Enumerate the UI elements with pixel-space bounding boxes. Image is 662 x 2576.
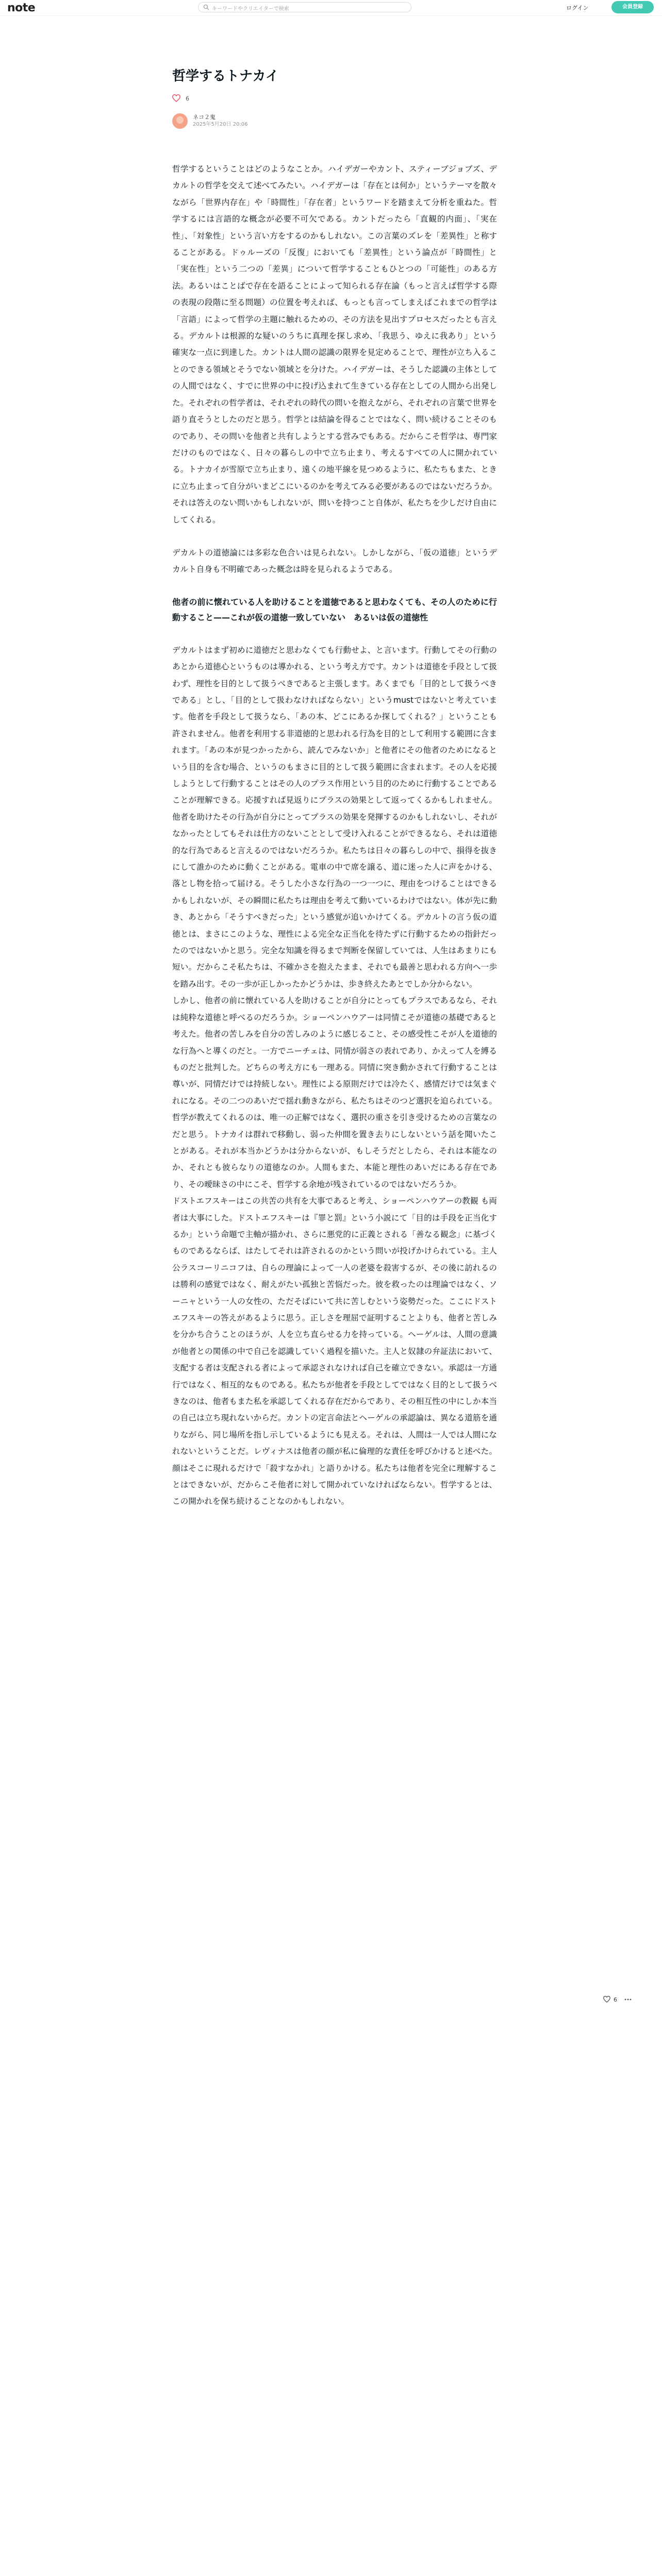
search-icon <box>203 4 209 10</box>
author-block[interactable] <box>172 112 497 130</box>
login-link[interactable]: ログイン <box>566 5 589 11</box>
like-count: 6 <box>186 95 189 102</box>
paragraph: 哲学するということはどのようなことか。ハイデガーやカント、スティーブジョブズ、デカルトの哲学を交えて述べてみたい。ハイデガーは「存在とは何か」というテーマを散々ながら「世界内存在」や「時間性」「存在者」というワードを踏まえて分析を重ねた。哲学するには言語的な概念が必要不可欠である。カントだったら「直観的内面」、「実在性」、「対象性」という言い方をするのかもしれない。この言葉のズレを「差異性」と称することがある。ドゥルーズの「反復」においても「差異性」という論点が「時間性」と「実在性」という二つの「差異」について哲学することもひとつの「可能性」のある方法。あるいはことばで存在を語ることによって知られる存在論（もっと言えば哲学する際の表現の段階に至る問題）の位置を考えれば、もっとも言ってしまえばこれまでの哲学は「言語」によって哲学の主題に触れるための、その方法を見出すプロセスだったとも言える。デカルトは根源的な疑いのうちに真理を探し求め、「我思う、ゆえに我あり」という確実な一点に到達した。カントは人間の認識の限界を見定めることで、理性が立ち入ることのできる領域とそうでない領域とを分けた。ハイデガーは、そうした認識の主体としての人間ではなく、すでに世界の中に投げ込まれて生きている存在としての人間から出発した。それぞれの哲学者は、それぞれの時代の問いを抱えながら、それぞれの言葉で世界を語り直そうとしたのだと思う。哲学とは結論を得ることではなく、問い続けることそのものであり、その問いを他者と共有しようとする営みでもある。だからこそ哲学は、専門家だけのものではなく、日々の暮らしの中で立ち止まり、考えるすべての人に開かれている。トナカイが雪原で立ち止まり、遠くの地平線を見つめるように、私たちもまた、ときに立ち止まって自分がいまどこにいるのかを考えてみる必要があるのではないだろうか。それは答えのない問いかもしれないが、問いを持つこと自体が、私たちを少しだけ自由にしてくれる。 <box>172 164 497 524</box>
heart-icon[interactable] <box>603 1996 610 2003</box>
floating-actions <box>603 1996 632 2003</box>
site-header <box>0 0 662 16</box>
search-placeholder: キーワードやクリエイターで検索 <box>212 6 289 12</box>
more-options-icon[interactable] <box>624 1996 632 2003</box>
article <box>172 67 497 1510</box>
avatar[interactable] <box>172 113 188 129</box>
note-logo[interactable]: note <box>7 2 36 14</box>
article-title: 哲学するトナカイ <box>172 69 279 84</box>
floating-like-count: 6 <box>614 1996 617 2003</box>
article-body <box>172 161 497 1510</box>
paragraph: デカルトはまず初めに道徳だと思わなくても行動せよ、と言います。行動してその行動のあとから道徳心というものは導かれる、という考え方です。カントは道徳を手段として扱わず、理性を目的として扱うべきであると主張します。あくまでも「目的として扱うべきである」とし、「目的として扱わなければならない」というmustではないと考えています。他者を手段として扱うなら、「あの本、どこにあるか探してくれる？」ということも許されません。他者を利用する非道徳的と思われる行為を目的として利用する範囲に含まれます。「あの本が見つかったから、読んでみないか」と他者にその他者のためになるという目的を含む場合、というのもまさに目的として扱う範囲に含まれます。その人を応援しようとして行動することはその人のプラス作用という目的のために行動することであることが理解できる。応援すれば見返りにプラスの効果として返ってくるかもしれません。他者を助けたその行為が自分にとってプラスの効果を発揮するのかもしれないし、それがなかったとしてもそれは仕方のないこととして受け入れることができるなら、それは道徳的な行為であると言えるのではないだろうか。私たちは日々の暮らしの中で、損得を抜きにして誰かのために動くことがある。電車の中で席を譲る、道に迷った人に声をかける、落とし物を拾って届ける。そうした小さな行為の一つ一つに、理由をつけることはできるかもしれないが、その瞬間に私たちは理由を考えて動いているわけではない。体が先に動き、あとから「そうすべきだった」という感覚が追いかけてくる。デカルトの言う仮の道徳とは、まさにこのような、理性による完全な正当化を待たずに行動するための指針だったのではないかと思う。完全な知識を得るまで判断を保留していては、人生はあまりにも短い。だからこそ私たちは、不確かさを抱えたまま、それでも最善と思われる方向へ一歩を踏み出す。その一歩が正しかったかどうかは、歩き終えたあとでしか分からない。 <box>172 645 497 989</box>
author-name[interactable]: ネコ２鬼 <box>193 114 216 121</box>
paragraph: しかし、他者の前に懐れている人を助けることが自分にとってもプラスであるなら、それは純粋な道徳と呼べるのだろうか。ショーペンハウアーは同情こそが道徳の基礎であると考えた。他者の苦しみを自分の苦しみのように感じること、その感受性こそが人を道徳的な行為へと導くのだと。一方でニーチェは、同情が弱さの表れであり、かえって人を縛るものだと批判した。どちらの考え方にも一理ある。同情に突き動かされて行動することは尊いが、同情だけでは持続しない。理性による原則だけでは冷たく、感情だけでは気まぐれになる。その二つのあいだで揺れ動きながら、私たちはそのつど選択を迫られている。哲学が教えてくれるのは、唯一の正解ではなく、選択の重さを引き受けるための言葉なのだと思う。トナカイは群れで移動し、弱った仲間を置き去りにしないという話を聞いたことがある。それが本当かどうかは分からないが、もしそうだとしたら、それは本能なのか、それとも彼らなりの道徳なのか。人間もまた、本能と理性のあいだにある存在であり、その曖昧さの中にこそ、哲学する余地が残されているのではないだろうか。 <box>172 996 497 1189</box>
heart-icon[interactable] <box>172 94 180 103</box>
paragraph: ドストエフスキーはこの共苦の共有を大事であると考え、ショーペンハウアーの教観 も両者は大事にした。ドストエフスキーは『罪と罰』という小説にて「目的は手段を正当化するか」という命題で主軸が描かれ、さらに悪党的に正義とされる「善なる観念」に基づくものであるならば、はたしてそれは許されるのかという問いが投げかけられている。主人公ラスコーリニコフは、自らの理論によって一人の老婆を殺害するが、その後に訪れるのは勝利の感覚ではなく、耐えがたい孤独と苦悩だった。彼を救ったのは理論ではなく、ソーニャという一人の女性の、ただそばにいて共に苦しむという姿勢だった。ここにドストエフスキーの答えがあるように思う。正しさを理屈で証明することよりも、他者と苦しみを分かち合うことのほうが、人を立ち直らせる力を持っている。ヘーゲルは、人間の意識が他者との関係の中で自己を認識していく過程を描いた。主人と奴隷の弁証法において、支配する者は支配される者によって承認されなければ自己を確立できない。承認は一方通行ではなく、相互的なものである。私たちが他者を手段としてではなく目的として扱うべきなのは、他者もまた私を承認してくれる存在だからであり、その相互性の中にしか本当の自己は立ち現れないからだ。カントの定言命法とヘーゲルの承認論は、異なる道筋を通りながら、同じ場所を指し示しているようにも見える。それは、人間は一人では人間になれないということだ。レヴィナスは他者の顔が私に倫理的な責任を呼びかけると述べた。顔はそこに現れるだけで「殺すなかれ」と語りかける。私たちは他者を完全に理解することはできないが、だからこそ他者に対して開かれていなければならない。哲学するとは、この開かれを保ち続けることなのかもしれない。 <box>172 1196 497 1506</box>
like-row <box>172 93 497 104</box>
publish-date: 2025年5月20日 20:06 <box>193 122 248 127</box>
section-heading: 他者の前に懐れている人を助けることを道徳であると思わなくても、その人のために行動すること——これが仮の道徳一致していない あるいは仮の道徳性 <box>172 597 497 622</box>
search-bar[interactable] <box>198 2 411 12</box>
signup-button[interactable]: 会員登録 <box>611 1 654 13</box>
paragraph: デカルトの道徳論には多彩な色合いは見られない。しかしながら、「仮の道徳」というデカルト自身も不明確であった概念は時を見られるようである。 <box>172 548 497 574</box>
